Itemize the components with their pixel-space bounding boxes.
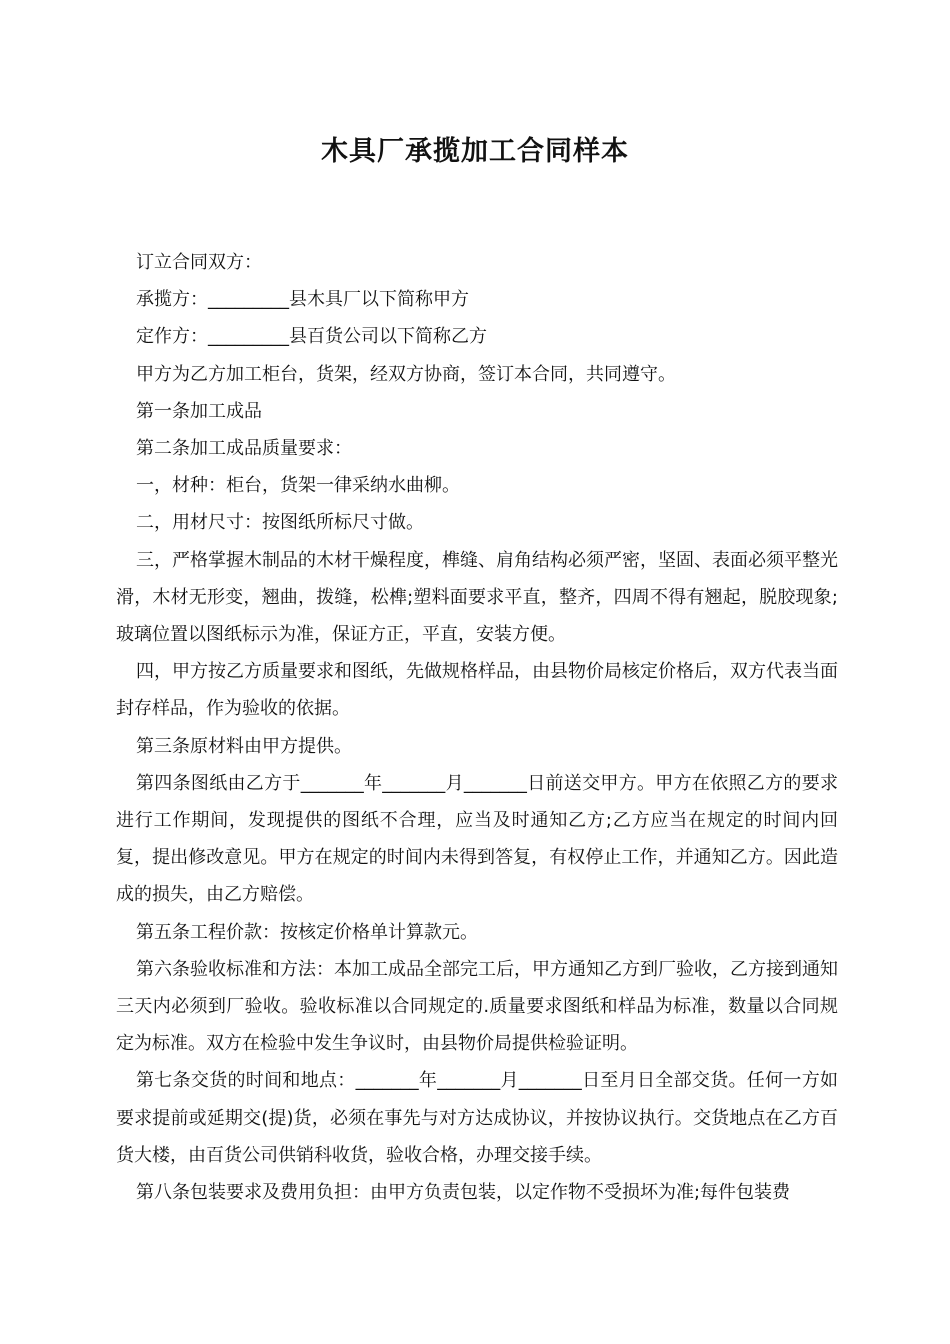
document-body <box>116 244 838 1211</box>
paragraph-article-8: 第八条包装要求及费用负担：由甲方负责包装，以定作物不受损坏为准;每件包装费 <box>136 1182 791 1204</box>
paragraph-parties-heading: 订立合同双方： <box>136 252 262 273</box>
paragraph-article-2-item-2: 二，用材尺寸：按图纸所标尺寸做。 <box>136 512 424 534</box>
paragraph-contractor: 承揽方：_________县木具厂以下简称甲方 <box>136 289 469 311</box>
paragraph-article-5: 第五条工程价款：按核定价格单计算款元。 <box>136 921 478 943</box>
document-title: 木具厂承揽加工合同样本 <box>321 136 629 167</box>
paragraph-article-6: 第六条验收标准和方法：本加工成品全部完工后，甲方通知乙方到厂验收，乙方接到通知三天内必须到厂验收。验收标准以合同规定的.质量要求图纸和样品为标准，数量以合同规定为标准。双方在检验中发生争议时，由县物价局提供检验证明。 <box>116 958 838 1055</box>
paragraph-preamble: 甲方为乙方加工柜台，货架，经双方协商，签订本合同，共同遵守。 <box>136 363 676 385</box>
paragraph-article-2-item-4: 四，甲方按乙方质量要求和图纸，先做规格样品，由县物价局核定价格后，双方代表当面封存样品，作为验收的依据。 <box>116 661 838 720</box>
paragraph-article-2-item-3: 三，严格掌握木制品的木材干燥程度，榫缝、肩角结构必须严密，坚固、表面必须平整光滑，木材无形变，翘曲，拨缝，松榫;塑料面要求平直，整齐，四周不得有翘起，脱胶现象;玻璃位置以图纸标示为准，保证方正，平直，安装方便。 <box>116 549 838 646</box>
paragraph-article-1: 第一条加工成品 <box>136 400 262 422</box>
paragraph-orderer: 定作方：_________县百货公司以下简称乙方 <box>136 326 487 348</box>
paragraph-article-4: 第四条图纸由乙方于_______年_______月_______日前送交甲方。甲方在依照乙方的要求进行工作期间，发现提供的图纸不合理，应当及时通知乙方;乙方应当在规定的时间内回复，提出修改意见。甲方在规定的时间内未得到答复，有权停止工作，并通知乙方。因此造成的损失，由乙方赔偿。 <box>116 772 838 906</box>
paragraph-article-2: 第二条加工成品质量要求： <box>136 438 352 460</box>
paragraph-article-3: 第三条原材料由甲方提供。 <box>136 735 352 757</box>
paragraph-article-7: 第七条交货的时间和地点：_______年_______月_______日至月日全部交货。任何一方如要求提前或延期交(提)货，必须在事先与对方达成协议，并按协议执行。交货地点在乙方百货大楼，由百货公司供销科收货，验收合格，办理交接手续。 <box>116 1070 838 1166</box>
paragraph-article-2-item-1: 一，材种：柜台，货架一律采纳水曲柳。 <box>136 475 460 497</box>
